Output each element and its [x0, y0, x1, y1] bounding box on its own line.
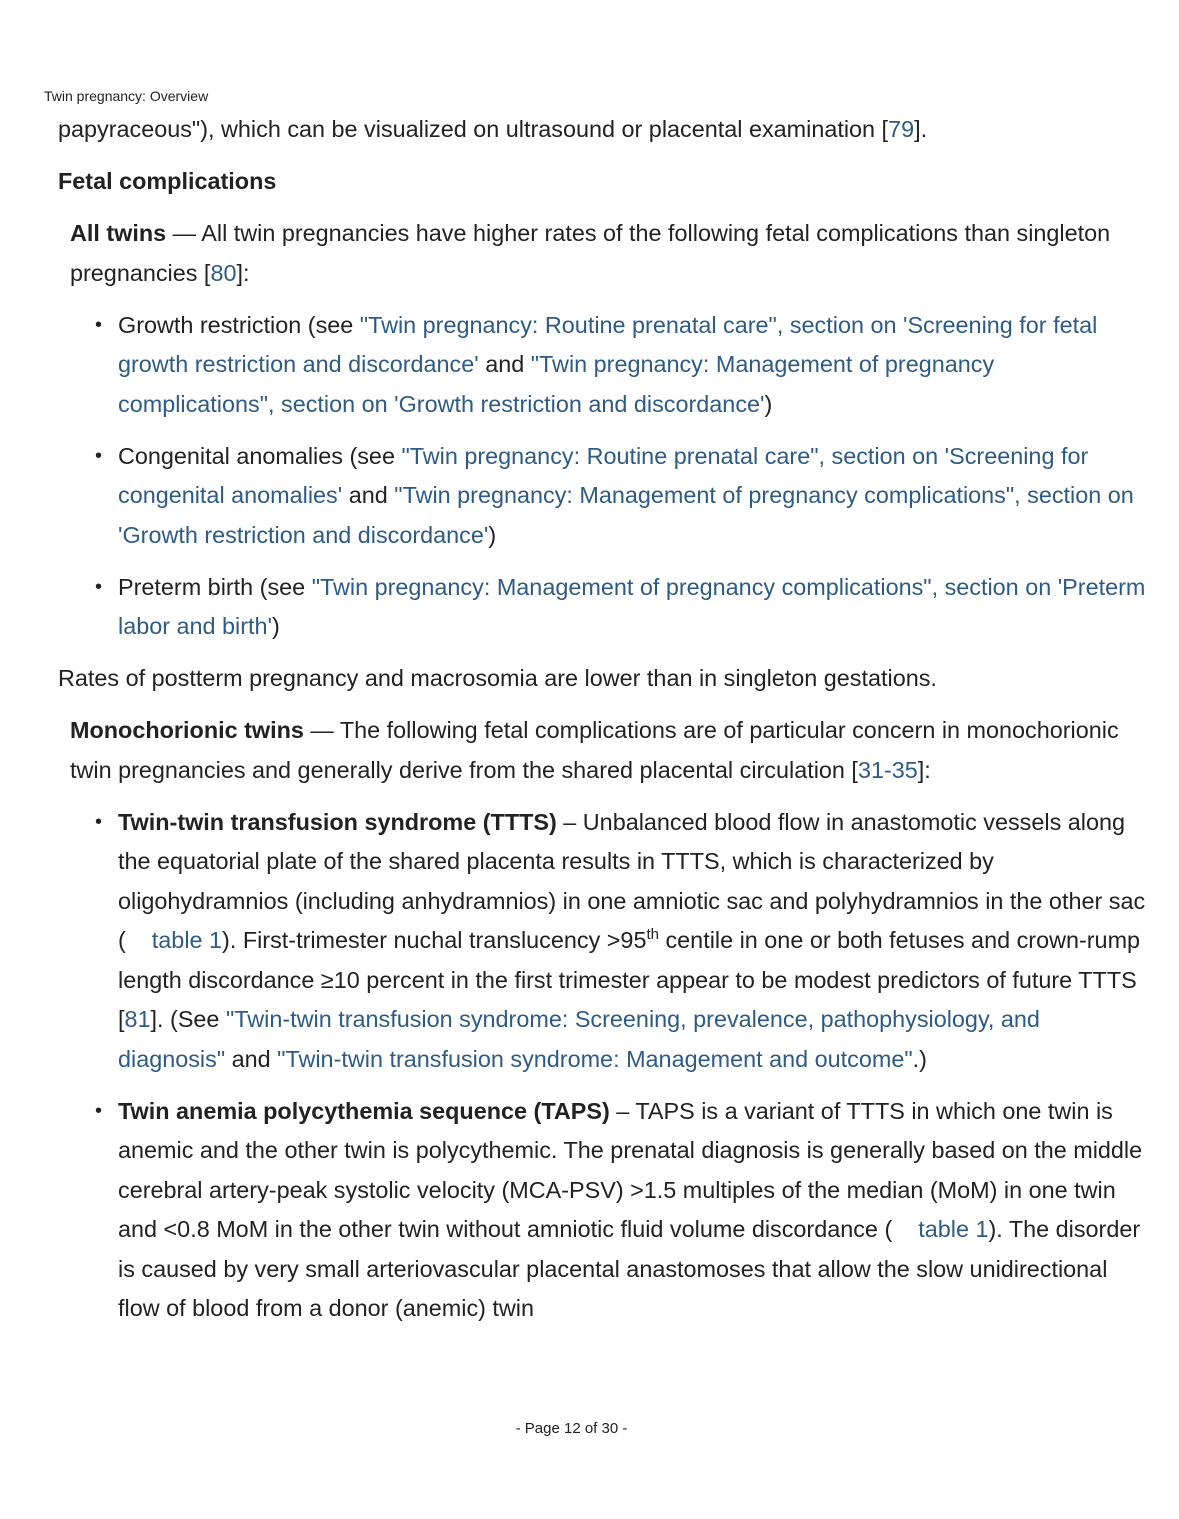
topic-link[interactable]: "Twin pregnancy: Management of pregnancy complications", section on 'Preterm labor and birth' — [118, 573, 1146, 639]
page-number: - Page 12 of 30 - — [515, 1420, 628, 1437]
table-link[interactable]: table 1 — [918, 1216, 989, 1242]
running-header: Twin pregnancy: Overview — [44, 88, 209, 104]
item-text: Preterm birth (see — [118, 573, 312, 600]
list-item-taps — [95, 1092, 1148, 1329]
monochorionic-list — [58, 803, 1148, 1329]
list-item — [95, 568, 1148, 647]
paragraph-text-end: ]: — [917, 756, 931, 783]
intro-text-end: ]. — [914, 116, 928, 142]
item-text: .) — [912, 1045, 927, 1072]
item-text: ) — [488, 521, 497, 548]
topic-link[interactable]: "Twin-twin transfusion syndrome: Management and outcome" — [277, 1045, 913, 1072]
item-text: – Unbalanced blood flow in anastomotic vessels along the equatorial plate of the shared placenta results in TTTS, which is characterized by oligohydramnios (including anhydramnios) in one amniotic sac and polyhydramnios in the other sac ( — [118, 808, 1146, 953]
section-heading: Fetal complications — [58, 168, 277, 194]
paragraph-text-end: ]: — [236, 259, 250, 286]
reference-link[interactable]: 31-35 — [857, 756, 918, 783]
item-text: ) — [272, 613, 280, 639]
item-text: centile in one or both fetuses and crown-rump length discordance ≥10 percent in the first trimester appear to be modest predictors of future TTTS [ — [118, 927, 1141, 1032]
subsection-lead: Monochorionic twins — [70, 717, 304, 743]
topic-link[interactable]: "Twin pregnancy: Routine prenatal care", section on 'Screening for fetal growth restriction and discordance' — [118, 311, 1098, 377]
monochorionic-paragraph — [58, 711, 1148, 790]
item-text: – TAPS is a variant of TTTS in which one twin is anemic and the other twin is polycythemic. The prenatal diagnosis is generally based on the middle cerebral artery-peak systolic velocity (MCA-PSV) >1.5 multiples of the median (MoM) in one twin and <0.8 MoM in the other twin without amniotic fluid volume discordance ( — [118, 1097, 1143, 1242]
bullet-icon: • — [95, 313, 103, 336]
item-text: Congenital anomalies (see — [118, 442, 402, 469]
reference-link[interactable]: 81 — [124, 1006, 151, 1032]
topic-link[interactable]: "Twin pregnancy: Routine prenatal care", section on 'Screening for congenital anomalies' — [118, 442, 1089, 508]
postterm-paragraph: Rates of postterm pregnancy and macrosomia are lower than in singleton gestations. — [58, 665, 937, 691]
intro-paragraph — [58, 110, 1148, 150]
reference-link[interactable]: 80 — [210, 259, 237, 286]
item-text: and — [225, 1045, 278, 1072]
item-title: Twin-twin transfusion syndrome (TTTS) — [118, 808, 557, 835]
all-twins-list — [58, 306, 1148, 647]
document-body — [58, 110, 1148, 1341]
reference-link[interactable]: 79 — [888, 116, 915, 142]
intro-text: papyraceous"), which can be visualized on ultrasound or placental examination [ — [58, 116, 889, 142]
topic-link[interactable]: "Twin-twin transfusion syndrome: Screening, prevalence, pathophysiology, and diagnosis" — [118, 1006, 1040, 1072]
superscript: th — [646, 926, 659, 944]
topic-link[interactable]: "Twin pregnancy: Management of pregnancy complications", section on 'Growth restriction and discordance' — [118, 351, 995, 417]
item-text: ) — [764, 390, 773, 417]
bullet-icon: • — [95, 575, 103, 598]
list-item-ttts — [95, 803, 1148, 1080]
item-text: ]. (See — [150, 1006, 226, 1032]
list-item — [95, 306, 1148, 425]
paragraph-text: — The following fetal complications are of particular concern in monochorionic twin pregnancies and generally derive from the shared placental circulation [ — [70, 717, 1119, 783]
all-twins-paragraph — [58, 214, 1148, 293]
subsection-lead: All twins — [70, 220, 167, 246]
item-text: Growth restriction (see — [118, 311, 360, 338]
paragraph-text: — All twin pregnancies have higher rates of the following fetal complications than singleton pregnancies [ — [70, 220, 1111, 286]
item-title: Twin anemia polycythemia sequence (TAPS) — [118, 1097, 610, 1124]
item-text: ). The disorder is caused by very small arteriovascular placental anastomoses that allow the slow unidirectional flow of blood from a donor (anemic) twin — [118, 1216, 1141, 1321]
list-item — [95, 437, 1148, 556]
item-text: and — [478, 351, 531, 377]
bullet-icon: • — [95, 1099, 103, 1122]
topic-link[interactable]: "Twin pregnancy: Management of pregnancy complications", section on 'Growth restriction and discordance' — [118, 482, 1134, 548]
item-text: and — [342, 482, 395, 508]
item-text: ). First-trimester nuchal translucency >95 — [222, 927, 647, 953]
table-link[interactable]: table 1 — [151, 927, 223, 953]
bullet-icon: • — [95, 444, 103, 467]
bullet-icon: • — [95, 810, 103, 833]
